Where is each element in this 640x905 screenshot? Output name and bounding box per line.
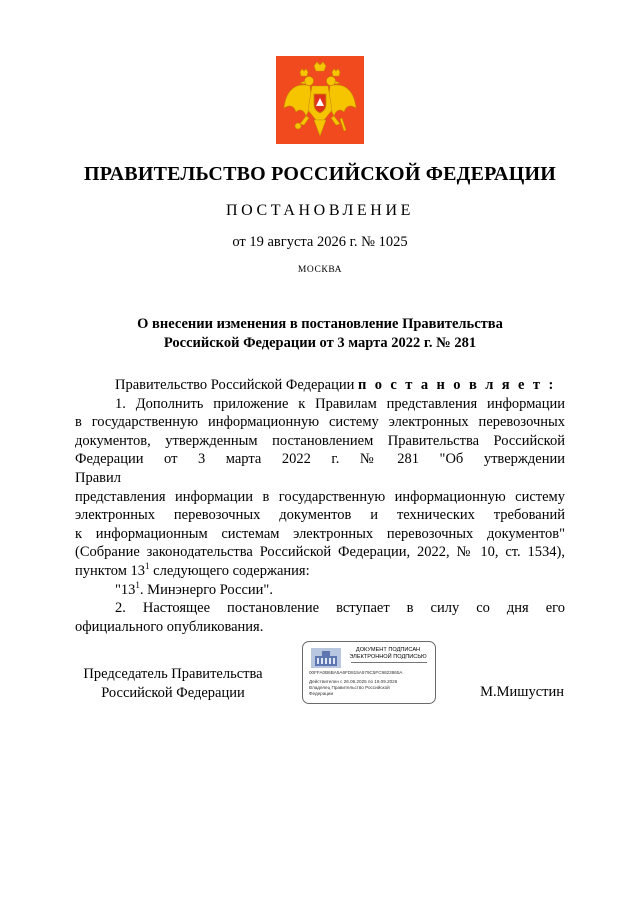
stamp-heading-line: ДОКУМЕНТ ПОДПИСАН [355,647,421,653]
superscript: 1 [135,579,140,590]
superscript: 1 [145,561,150,572]
stamp-divider [351,662,427,663]
item-text: следующего содержания: [149,562,310,579]
signer-name: М.Мишустин [480,684,564,700]
intro-paragraph [75,376,565,395]
government-title: ПРАВИТЕЛЬСТВО РОССИЙСКОЙ ФЕДЕРАЦИИ [84,163,556,185]
quote-text: "13 [115,581,136,598]
signer-position [62,665,284,703]
item-text: пунктом 13 [75,562,146,579]
item-line: 1. Дополнить приложение к Правилам представления информации [115,395,565,412]
item-line [75,562,565,581]
decree-title [90,315,550,353]
item-line: Федерации от 3 марта 2022 г. № 281 "Об утверждении Правил [75,451,565,486]
coat-of-arms-icon [276,56,364,144]
stamp-heading-line: ЭЛЕКТРОННОЙ ПОДПИСЬЮ [349,654,427,660]
item-line: электронных перевозочных документов и технических требований [75,507,565,524]
item-line: документов, утвержденным постановлением Правительства Российской [75,432,565,449]
item-1-paragraph [75,395,565,581]
intro-text: Правительство Российской Федерации [115,377,355,393]
item-line: представления информации в государственную информационную систему [75,488,565,505]
quoted-item [75,581,565,600]
decree-title-line: О внесении изменения в постановление Правительства [137,316,503,332]
signer-position-line: Российской Федерации [101,685,245,701]
decree-title-line: Российской Федерации от 3 марта 2022 г. № 281 [163,335,477,351]
item-line: (Собрание законодательства Российской Федерации, 2022, № 10, ст. 1534), [75,544,565,561]
item-line: официального опубликования. [75,618,264,635]
item-line: 2. Настоящее постановление вступает в силу со дня его [115,600,565,617]
stamp-owner: Владелец Правительство Российской [309,685,390,690]
decree-body [75,376,565,636]
stamp-certificate: 00FFA0B6BA5A6FD815A579C5FC9823865A [309,670,403,675]
quote-text: . Минэнерго России". [139,581,273,598]
decree-date-number: от 19 августа 2026 г. № 1025 [232,234,408,250]
government-building-icon [311,648,341,668]
document-type: ПОСТАНОВЛЕНИЕ [226,202,414,219]
item-line: к информационным системам электронных перевозочных документов" [75,525,565,542]
resolves-word: п о с т а н о в л я е т : [357,377,556,393]
signer-position-line: Председатель Правительства [83,666,263,682]
item-2-paragraph [75,599,565,636]
electronic-signature-stamp [302,641,436,704]
stamp-heading [343,647,433,661]
stamp-validity: Действителен с 26.06.2025 по 19.09.2026 [309,679,398,684]
item-line: в государственную информационную систему электронных перевозочных [75,414,565,431]
city-name: МОСКВА [297,265,343,275]
stamp-owner: Федерации [309,691,334,696]
